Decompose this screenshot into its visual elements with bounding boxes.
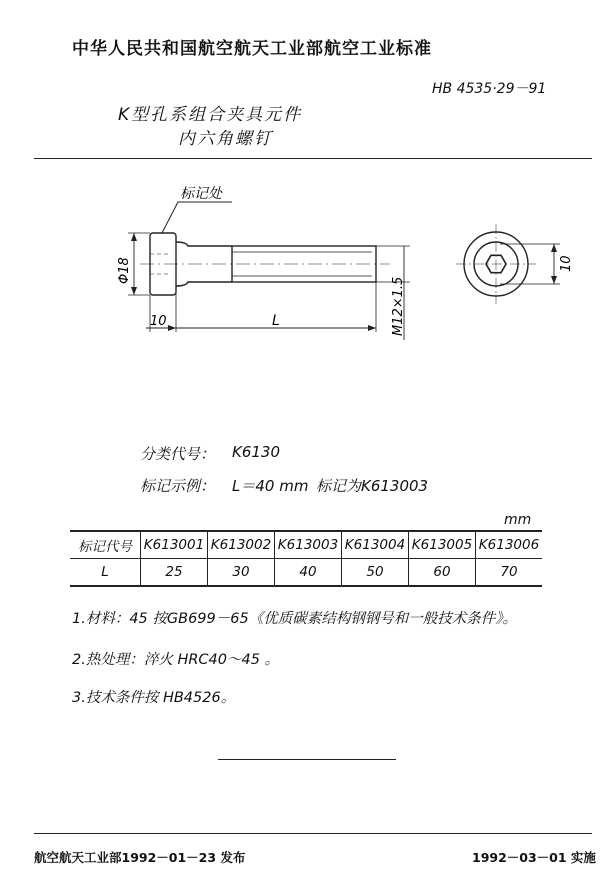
mark-leader: [162, 202, 232, 233]
end-rule: [218, 759, 396, 760]
code-cell: K613005: [409, 531, 476, 559]
document-subtitle: 内六角螺钉: [178, 129, 273, 149]
example-value: L＝40 mm: [232, 477, 309, 495]
code-cell: K613003: [275, 531, 342, 559]
length-cell: 70: [476, 559, 543, 587]
mark-label: 标记处: [180, 186, 222, 202]
length-cell: 30: [208, 559, 275, 587]
technical-drawing: [0, 160, 600, 360]
header-cell: 标记代号: [70, 531, 141, 559]
category-value: K6130: [232, 443, 281, 461]
length-cell: 60: [409, 559, 476, 587]
dim-length: L: [272, 313, 280, 329]
row-label-cell: L: [70, 559, 141, 587]
note-technical-conditions: 3.技术条件按 HB4526。: [72, 690, 236, 706]
length-cell: 50: [342, 559, 409, 587]
code-cell: K613004: [342, 531, 409, 559]
table-unit: mm: [504, 512, 532, 528]
length-cell: 40: [275, 559, 342, 587]
dim-hex-size: 10: [559, 255, 574, 272]
footer-rule: [34, 833, 592, 834]
example-label: 标记示例：: [140, 477, 216, 495]
header-rule: [34, 158, 592, 159]
implement-date: 1992－03－01 实施: [472, 850, 596, 865]
dim-thread: M12×1.5: [391, 276, 406, 336]
table-row: [70, 531, 542, 559]
dim-head-diameter: Φ18: [117, 257, 132, 284]
length-cell: 25: [141, 559, 208, 587]
code-cell: K613006: [476, 531, 543, 559]
note-heat-treatment: 2.热处理：淬火 HRC40～45 。: [72, 652, 280, 668]
example-mark: 标记为K613003: [316, 477, 429, 495]
category-label: 分类代号：: [140, 445, 216, 463]
document-title: K型孔系组合夹具元件: [118, 105, 303, 125]
issuing-authority: 中华人民共和国航空航天工业部航空工业标准: [72, 39, 432, 59]
dim-head-length: 10: [150, 314, 167, 329]
publish-date: 航空航天工业部1992－01－23 发布: [34, 850, 246, 865]
note-material: 1.材料：45 按GB699－65《优质碳素结构钢钢号和一般技术条件》。: [72, 611, 517, 627]
code-cell: K613002: [208, 531, 275, 559]
standard-number: HB 4535·29－91: [432, 81, 547, 97]
table-row: [70, 559, 542, 587]
spec-table: [70, 530, 542, 587]
code-cell: K613001: [141, 531, 208, 559]
